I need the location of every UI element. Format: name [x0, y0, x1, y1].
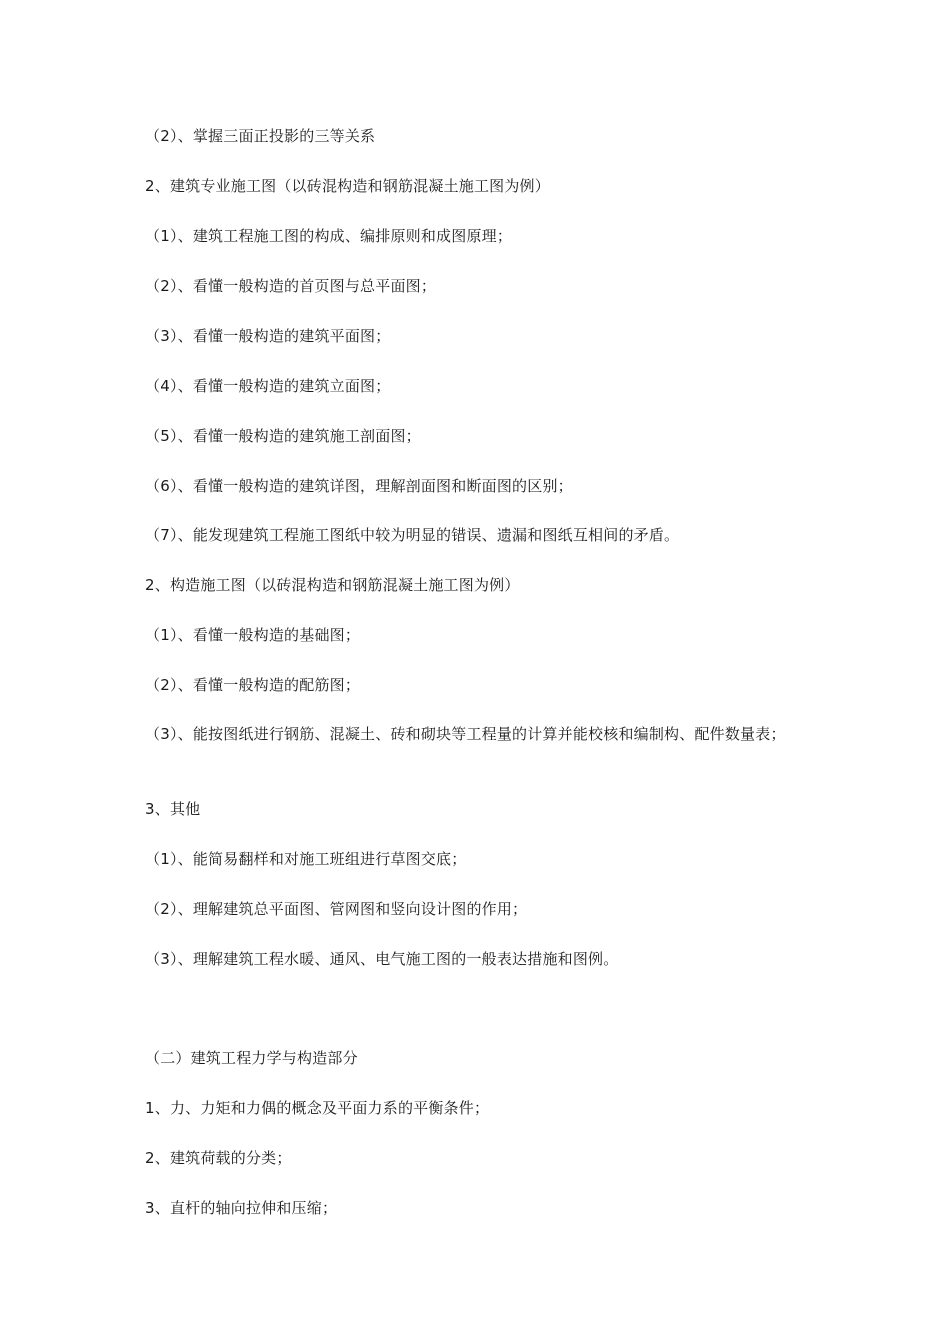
text-line: （6）、看懂一般构造的建筑详图，理解剖面图和断面图的区别； [145, 477, 573, 495]
text-line: （7）、能发现建筑工程施工图纸中较为明显的错误、遗漏和图纸互相间的矛盾。 [145, 526, 680, 544]
text-line: （3）、理解建筑工程水暖、通风、电气施工图的一般表达措施和图例。 [145, 950, 619, 968]
text-line: （5）、看懂一般构造的建筑施工剖面图； [145, 427, 421, 445]
section-heading: 2、建筑专业施工图（以砖混构造和钢筋混凝土施工图为例） [145, 177, 550, 195]
text-line: （2）、理解建筑总平面图、管网图和竖向设计图的作用； [145, 900, 528, 918]
section-heading: 2、构造施工图（以砖混构造和钢筋混凝土施工图为例） [145, 576, 520, 594]
text-line: （2）、掌握三面正投影的三等关系 [145, 127, 376, 145]
text-paragraph: （3）、能按图纸进行钢筋、混凝土、砖和砌块等工程量的计算并能校核和编制构、配件数量表； [145, 725, 786, 743]
text-line: （1）、建筑工程施工图的构成、编排原则和成图原理； [145, 227, 513, 245]
text-line: （2）、看懂一般构造的首页图与总平面图； [145, 277, 437, 295]
section-heading: 3、其他 [145, 800, 201, 818]
text-line: （1）、能简易翻样和对施工班组进行草图交底； [145, 850, 467, 868]
text-line: （1）、看懂一般构造的基础图； [145, 626, 361, 644]
text-line: （4）、看懂一般构造的建筑立面图； [145, 377, 391, 395]
text-line: 1、力、力矩和力偶的概念及平面力系的平衡条件； [145, 1099, 490, 1117]
text-line: （3）、看懂一般构造的建筑平面图； [145, 327, 391, 345]
part-heading: （二）建筑工程力学与构造部分 [145, 1049, 358, 1067]
text-line: （2）、看懂一般构造的配筋图； [145, 676, 361, 694]
text-line: 2、建筑荷载的分类； [145, 1149, 292, 1167]
text-line: 3、直杆的轴向拉伸和压缩； [145, 1199, 338, 1217]
